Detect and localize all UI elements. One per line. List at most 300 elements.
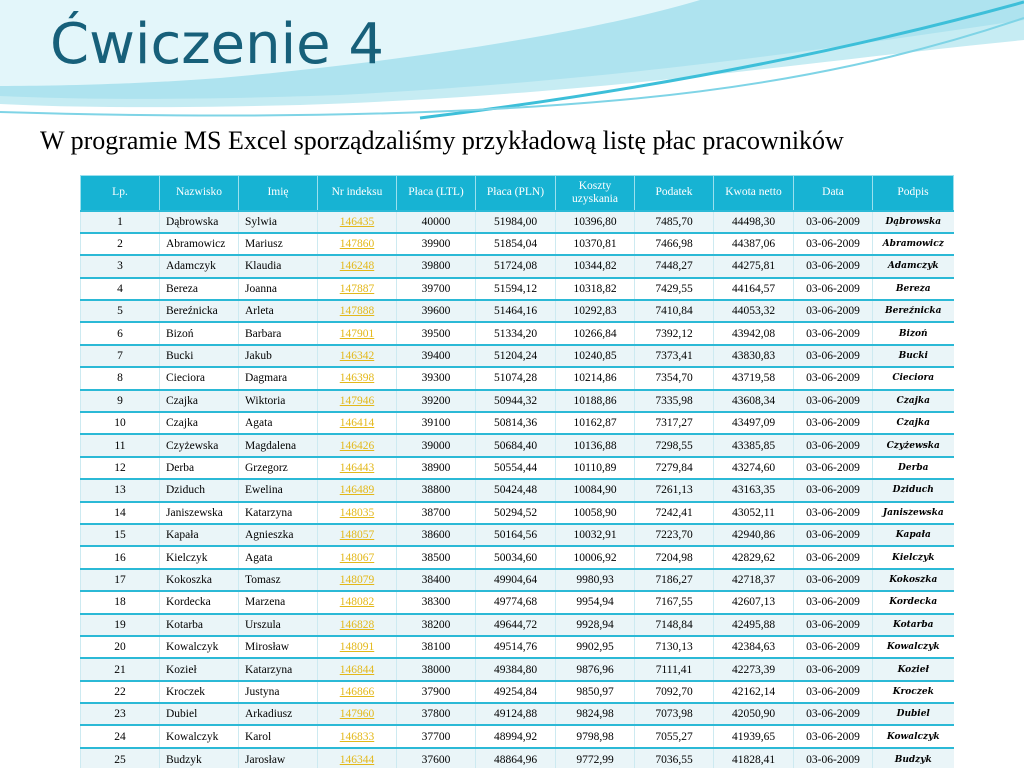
tax-cell: 7148,84 xyxy=(635,614,714,636)
tax-cell: 7055,27 xyxy=(635,725,714,747)
last-name-cell: Kokoszka xyxy=(160,569,239,591)
first-name-cell: Sylwia xyxy=(239,211,318,233)
net-amount-cell: 44498,30 xyxy=(714,211,794,233)
salary-ltl-cell: 39300 xyxy=(397,367,476,389)
first-name-cell: Wiktoria xyxy=(239,390,318,412)
date-cell: 03-06-2009 xyxy=(794,546,873,568)
payroll-table-container xyxy=(80,175,953,768)
signature-cell: Adamczyk xyxy=(873,255,954,277)
last-name-cell: Dziduch xyxy=(160,479,239,501)
salary-ltl-cell: 39000 xyxy=(397,434,476,456)
table-row xyxy=(81,233,954,255)
last-name-cell: Kotarba xyxy=(160,614,239,636)
costs-cell: 9954,94 xyxy=(556,591,635,613)
salary-pln-cell: 49254,84 xyxy=(476,681,556,703)
net-amount-cell: 42718,37 xyxy=(714,569,794,591)
tax-cell: 7092,70 xyxy=(635,681,714,703)
column-header: Płaca (PLN) xyxy=(476,176,556,211)
tax-cell: 7167,55 xyxy=(635,591,714,613)
net-amount-cell: 42273,39 xyxy=(714,658,794,680)
net-amount-cell: 43385,85 xyxy=(714,434,794,456)
index-number-cell[interactable]: 146248 xyxy=(318,255,397,277)
last-name-cell: Janiszewska xyxy=(160,502,239,524)
net-amount-cell: 43830,83 xyxy=(714,345,794,367)
column-header: Nr indeksu xyxy=(318,176,397,211)
row-number-cell: 17 xyxy=(81,569,160,591)
date-cell: 03-06-2009 xyxy=(794,434,873,456)
date-cell: 03-06-2009 xyxy=(794,703,873,725)
salary-ltl-cell: 40000 xyxy=(397,211,476,233)
first-name-cell: Arleta xyxy=(239,300,318,322)
costs-cell: 10370,81 xyxy=(556,233,635,255)
last-name-cell: Cieciora xyxy=(160,367,239,389)
last-name-cell: Bucki xyxy=(160,345,239,367)
table-row xyxy=(81,524,954,546)
salary-pln-cell: 50944,32 xyxy=(476,390,556,412)
salary-ltl-cell: 39400 xyxy=(397,345,476,367)
row-number-cell: 11 xyxy=(81,434,160,456)
index-number-cell[interactable]: 146443 xyxy=(318,457,397,479)
table-body xyxy=(81,211,954,768)
index-number-cell[interactable]: 147960 xyxy=(318,703,397,725)
column-header: Imię xyxy=(239,176,318,211)
costs-cell: 10396,80 xyxy=(556,211,635,233)
table-row xyxy=(81,345,954,367)
last-name-cell: Kowalczyk xyxy=(160,725,239,747)
last-name-cell: Czyżewska xyxy=(160,434,239,456)
row-number-cell: 13 xyxy=(81,479,160,501)
tax-cell: 7073,98 xyxy=(635,703,714,725)
index-number-cell[interactable]: 146844 xyxy=(318,658,397,680)
net-amount-cell: 42495,88 xyxy=(714,614,794,636)
last-name-cell: Bereza xyxy=(160,278,239,300)
date-cell: 03-06-2009 xyxy=(794,614,873,636)
row-number-cell: 12 xyxy=(81,457,160,479)
row-number-cell: 1 xyxy=(81,211,160,233)
row-number-cell: 22 xyxy=(81,681,160,703)
salary-pln-cell: 51594,12 xyxy=(476,278,556,300)
salary-pln-cell: 49774,68 xyxy=(476,591,556,613)
table-row xyxy=(81,434,954,456)
first-name-cell: Katarzyna xyxy=(239,658,318,680)
date-cell: 03-06-2009 xyxy=(794,300,873,322)
net-amount-cell: 42829,62 xyxy=(714,546,794,568)
salary-pln-cell: 51984,00 xyxy=(476,211,556,233)
date-cell: 03-06-2009 xyxy=(794,636,873,658)
date-cell: 03-06-2009 xyxy=(794,502,873,524)
costs-cell: 9798,98 xyxy=(556,725,635,747)
costs-cell: 10058,90 xyxy=(556,502,635,524)
salary-pln-cell: 50554,44 xyxy=(476,457,556,479)
table-row xyxy=(81,636,954,658)
net-amount-cell: 43942,08 xyxy=(714,322,794,344)
first-name-cell: Dagmara xyxy=(239,367,318,389)
signature-cell: Janiszewska xyxy=(873,502,954,524)
salary-ltl-cell: 38700 xyxy=(397,502,476,524)
table-row xyxy=(81,614,954,636)
index-number-cell[interactable]: 146342 xyxy=(318,345,397,367)
last-name-cell: Kielczyk xyxy=(160,546,239,568)
salary-pln-cell: 49514,76 xyxy=(476,636,556,658)
index-number-cell[interactable]: 146828 xyxy=(318,614,397,636)
signature-cell: Kapała xyxy=(873,524,954,546)
costs-cell: 9928,94 xyxy=(556,614,635,636)
column-header: Koszty uzyskania xyxy=(556,176,635,211)
row-number-cell: 6 xyxy=(81,322,160,344)
costs-cell: 10084,90 xyxy=(556,479,635,501)
salary-ltl-cell: 38800 xyxy=(397,479,476,501)
net-amount-cell: 41828,41 xyxy=(714,748,794,768)
date-cell: 03-06-2009 xyxy=(794,658,873,680)
signature-cell: Kozieł xyxy=(873,658,954,680)
tax-cell: 7204,98 xyxy=(635,546,714,568)
costs-cell: 10032,91 xyxy=(556,524,635,546)
first-name-cell: Arkadiusz xyxy=(239,703,318,725)
table-row xyxy=(81,367,954,389)
salary-ltl-cell: 38200 xyxy=(397,614,476,636)
signature-cell: Bizoń xyxy=(873,322,954,344)
index-number-cell[interactable]: 147888 xyxy=(318,300,397,322)
tax-cell: 7223,70 xyxy=(635,524,714,546)
salary-ltl-cell: 38900 xyxy=(397,457,476,479)
salary-pln-cell: 50294,52 xyxy=(476,502,556,524)
signature-cell: Bucki xyxy=(873,345,954,367)
net-amount-cell: 43052,11 xyxy=(714,502,794,524)
salary-pln-cell: 50814,36 xyxy=(476,412,556,434)
signature-cell: Kowalczyk xyxy=(873,636,954,658)
salary-ltl-cell: 38500 xyxy=(397,546,476,568)
salary-ltl-cell: 38300 xyxy=(397,591,476,613)
first-name-cell: Agata xyxy=(239,412,318,434)
date-cell: 03-06-2009 xyxy=(794,367,873,389)
costs-cell: 9772,99 xyxy=(556,748,635,768)
first-name-cell: Jakub xyxy=(239,345,318,367)
index-number-cell[interactable]: 148082 xyxy=(318,591,397,613)
tax-cell: 7317,27 xyxy=(635,412,714,434)
row-number-cell: 9 xyxy=(81,390,160,412)
tax-cell: 7279,84 xyxy=(635,457,714,479)
salary-ltl-cell: 39500 xyxy=(397,322,476,344)
net-amount-cell: 44053,32 xyxy=(714,300,794,322)
row-number-cell: 18 xyxy=(81,591,160,613)
tax-cell: 7354,70 xyxy=(635,367,714,389)
column-header: Kwota netto xyxy=(714,176,794,211)
table-row xyxy=(81,255,954,277)
signature-cell: Bereza xyxy=(873,278,954,300)
date-cell: 03-06-2009 xyxy=(794,748,873,768)
signature-cell: Derba xyxy=(873,457,954,479)
row-number-cell: 25 xyxy=(81,748,160,768)
index-number-cell[interactable]: 148091 xyxy=(318,636,397,658)
signature-cell: Dubiel xyxy=(873,703,954,725)
first-name-cell: Mirosław xyxy=(239,636,318,658)
salary-ltl-cell: 39200 xyxy=(397,390,476,412)
date-cell: 03-06-2009 xyxy=(794,255,873,277)
date-cell: 03-06-2009 xyxy=(794,725,873,747)
table-row xyxy=(81,412,954,434)
row-number-cell: 16 xyxy=(81,546,160,568)
last-name-cell: Dąbrowska xyxy=(160,211,239,233)
row-number-cell: 23 xyxy=(81,703,160,725)
date-cell: 03-06-2009 xyxy=(794,211,873,233)
salary-ltl-cell: 37700 xyxy=(397,725,476,747)
first-name-cell: Ewelina xyxy=(239,479,318,501)
column-header: Podatek xyxy=(635,176,714,211)
signature-cell: Cieciora xyxy=(873,367,954,389)
salary-ltl-cell: 39700 xyxy=(397,278,476,300)
tax-cell: 7373,41 xyxy=(635,345,714,367)
index-number-cell[interactable]: 146426 xyxy=(318,434,397,456)
salary-pln-cell: 51204,24 xyxy=(476,345,556,367)
costs-cell: 10292,83 xyxy=(556,300,635,322)
salary-pln-cell: 48994,92 xyxy=(476,725,556,747)
tax-cell: 7298,55 xyxy=(635,434,714,456)
index-number-cell[interactable]: 146398 xyxy=(318,367,397,389)
salary-ltl-cell: 38400 xyxy=(397,569,476,591)
column-header: Nazwisko xyxy=(160,176,239,211)
slide-title: Ćwiczenie 4 xyxy=(50,12,385,77)
date-cell: 03-06-2009 xyxy=(794,345,873,367)
index-number-cell[interactable]: 148067 xyxy=(318,546,397,568)
table-row xyxy=(81,390,954,412)
signature-cell: Czajka xyxy=(873,390,954,412)
last-name-cell: Kozieł xyxy=(160,658,239,680)
signature-cell: Kordecka xyxy=(873,591,954,613)
table-row xyxy=(81,681,954,703)
last-name-cell: Bizoń xyxy=(160,322,239,344)
tax-cell: 7261,13 xyxy=(635,479,714,501)
row-number-cell: 20 xyxy=(81,636,160,658)
signature-cell: Bereźnicka xyxy=(873,300,954,322)
last-name-cell: Kapała xyxy=(160,524,239,546)
table-row xyxy=(81,658,954,680)
index-number-cell[interactable]: 147887 xyxy=(318,278,397,300)
costs-cell: 10344,82 xyxy=(556,255,635,277)
index-number-cell[interactable]: 147946 xyxy=(318,390,397,412)
last-name-cell: Czajka xyxy=(160,390,239,412)
tax-cell: 7111,41 xyxy=(635,658,714,680)
column-header: Podpis xyxy=(873,176,954,211)
tax-cell: 7466,98 xyxy=(635,233,714,255)
signature-cell: Kotarba xyxy=(873,614,954,636)
net-amount-cell: 43497,09 xyxy=(714,412,794,434)
date-cell: 03-06-2009 xyxy=(794,524,873,546)
costs-cell: 10188,86 xyxy=(556,390,635,412)
last-name-cell: Dubiel xyxy=(160,703,239,725)
tax-cell: 7392,12 xyxy=(635,322,714,344)
salary-ltl-cell: 37800 xyxy=(397,703,476,725)
net-amount-cell: 44164,57 xyxy=(714,278,794,300)
net-amount-cell: 43274,60 xyxy=(714,457,794,479)
salary-ltl-cell: 38600 xyxy=(397,524,476,546)
net-amount-cell: 42940,86 xyxy=(714,524,794,546)
table-row xyxy=(81,211,954,233)
costs-cell: 10318,82 xyxy=(556,278,635,300)
first-name-cell: Tomasz xyxy=(239,569,318,591)
index-number-cell[interactable]: 146489 xyxy=(318,479,397,501)
net-amount-cell: 44275,81 xyxy=(714,255,794,277)
net-amount-cell: 42050,90 xyxy=(714,703,794,725)
row-number-cell: 8 xyxy=(81,367,160,389)
first-name-cell: Mariusz xyxy=(239,233,318,255)
date-cell: 03-06-2009 xyxy=(794,457,873,479)
index-number-cell[interactable]: 146344 xyxy=(318,748,397,768)
first-name-cell: Katarzyna xyxy=(239,502,318,524)
last-name-cell: Kordecka xyxy=(160,591,239,613)
tax-cell: 7448,27 xyxy=(635,255,714,277)
salary-pln-cell: 51724,08 xyxy=(476,255,556,277)
signature-cell: Czajka xyxy=(873,412,954,434)
index-number-cell[interactable]: 146414 xyxy=(318,412,397,434)
signature-cell: Kowalczyk xyxy=(873,725,954,747)
salary-pln-cell: 51464,16 xyxy=(476,300,556,322)
costs-cell: 10136,88 xyxy=(556,434,635,456)
tax-cell: 7186,27 xyxy=(635,569,714,591)
date-cell: 03-06-2009 xyxy=(794,591,873,613)
salary-ltl-cell: 39600 xyxy=(397,300,476,322)
salary-pln-cell: 48864,96 xyxy=(476,748,556,768)
salary-ltl-cell: 38100 xyxy=(397,636,476,658)
row-number-cell: 21 xyxy=(81,658,160,680)
index-number-cell[interactable]: 148035 xyxy=(318,502,397,524)
salary-pln-cell: 50034,60 xyxy=(476,546,556,568)
date-cell: 03-06-2009 xyxy=(794,569,873,591)
column-header: Data xyxy=(794,176,873,211)
row-number-cell: 3 xyxy=(81,255,160,277)
costs-cell: 9850,97 xyxy=(556,681,635,703)
salary-pln-cell: 51074,28 xyxy=(476,367,556,389)
last-name-cell: Derba xyxy=(160,457,239,479)
tax-cell: 7130,13 xyxy=(635,636,714,658)
net-amount-cell: 41939,65 xyxy=(714,725,794,747)
tax-cell: 7429,55 xyxy=(635,278,714,300)
tax-cell: 7036,55 xyxy=(635,748,714,768)
net-amount-cell: 42384,63 xyxy=(714,636,794,658)
row-number-cell: 24 xyxy=(81,725,160,747)
row-number-cell: 19 xyxy=(81,614,160,636)
costs-cell: 10162,87 xyxy=(556,412,635,434)
first-name-cell: Jarosław xyxy=(239,748,318,768)
first-name-cell: Grzegorz xyxy=(239,457,318,479)
index-number-cell[interactable]: 147901 xyxy=(318,322,397,344)
table-row xyxy=(81,322,954,344)
signature-cell: Kokoszka xyxy=(873,569,954,591)
signature-cell: Abramowicz xyxy=(873,233,954,255)
first-name-cell: Justyna xyxy=(239,681,318,703)
index-number-cell[interactable]: 147860 xyxy=(318,233,397,255)
column-header: Płaca (LTL) xyxy=(397,176,476,211)
date-cell: 03-06-2009 xyxy=(794,412,873,434)
table-row xyxy=(81,278,954,300)
table-row xyxy=(81,748,954,768)
costs-cell: 10214,86 xyxy=(556,367,635,389)
salary-pln-cell: 49904,64 xyxy=(476,569,556,591)
row-number-cell: 10 xyxy=(81,412,160,434)
costs-cell: 9980,93 xyxy=(556,569,635,591)
first-name-cell: Barbara xyxy=(239,322,318,344)
first-name-cell: Agnieszka xyxy=(239,524,318,546)
table-row xyxy=(81,703,954,725)
salary-pln-cell: 49124,88 xyxy=(476,703,556,725)
tax-cell: 7242,41 xyxy=(635,502,714,524)
table-header-row xyxy=(81,176,954,211)
net-amount-cell: 43163,35 xyxy=(714,479,794,501)
signature-cell: Kielczyk xyxy=(873,546,954,568)
table-row xyxy=(81,546,954,568)
date-cell: 03-06-2009 xyxy=(794,479,873,501)
table-row xyxy=(81,300,954,322)
date-cell: 03-06-2009 xyxy=(794,681,873,703)
table-row xyxy=(81,725,954,747)
index-number-cell[interactable]: 146866 xyxy=(318,681,397,703)
net-amount-cell: 43719,58 xyxy=(714,367,794,389)
first-name-cell: Agata xyxy=(239,546,318,568)
table-row xyxy=(81,457,954,479)
salary-ltl-cell: 37900 xyxy=(397,681,476,703)
date-cell: 03-06-2009 xyxy=(794,233,873,255)
costs-cell: 10110,89 xyxy=(556,457,635,479)
row-number-cell: 15 xyxy=(81,524,160,546)
salary-pln-cell: 49384,80 xyxy=(476,658,556,680)
signature-cell: Dziduch xyxy=(873,479,954,501)
salary-ltl-cell: 39800 xyxy=(397,255,476,277)
row-number-cell: 7 xyxy=(81,345,160,367)
row-number-cell: 5 xyxy=(81,300,160,322)
index-number-cell[interactable]: 146435 xyxy=(318,211,397,233)
costs-cell: 9876,96 xyxy=(556,658,635,680)
costs-cell: 10240,85 xyxy=(556,345,635,367)
date-cell: 03-06-2009 xyxy=(794,390,873,412)
last-name-cell: Kowalczyk xyxy=(160,636,239,658)
salary-pln-cell: 51854,04 xyxy=(476,233,556,255)
salary-ltl-cell: 39100 xyxy=(397,412,476,434)
last-name-cell: Czajka xyxy=(160,412,239,434)
tax-cell: 7335,98 xyxy=(635,390,714,412)
last-name-cell: Bereźnicka xyxy=(160,300,239,322)
salary-ltl-cell: 39900 xyxy=(397,233,476,255)
tax-cell: 7485,70 xyxy=(635,211,714,233)
row-number-cell: 14 xyxy=(81,502,160,524)
first-name-cell: Urszula xyxy=(239,614,318,636)
salary-ltl-cell: 37600 xyxy=(397,748,476,768)
salary-pln-cell: 49644,72 xyxy=(476,614,556,636)
signature-cell: Dąbrowska xyxy=(873,211,954,233)
index-number-cell[interactable]: 148057 xyxy=(318,524,397,546)
index-number-cell[interactable]: 148079 xyxy=(318,569,397,591)
first-name-cell: Marzena xyxy=(239,591,318,613)
first-name-cell: Joanna xyxy=(239,278,318,300)
first-name-cell: Karol xyxy=(239,725,318,747)
signature-cell: Kroczek xyxy=(873,681,954,703)
payroll-table xyxy=(80,175,954,768)
table-row xyxy=(81,479,954,501)
row-number-cell: 2 xyxy=(81,233,160,255)
last-name-cell: Budzyk xyxy=(160,748,239,768)
net-amount-cell: 42607,13 xyxy=(714,591,794,613)
table-row xyxy=(81,591,954,613)
index-number-cell[interactable]: 146833 xyxy=(318,725,397,747)
column-header: Lp. xyxy=(81,176,160,211)
net-amount-cell: 44387,06 xyxy=(714,233,794,255)
last-name-cell: Adamczyk xyxy=(160,255,239,277)
salary-pln-cell: 50424,48 xyxy=(476,479,556,501)
table-row xyxy=(81,502,954,524)
costs-cell: 9824,98 xyxy=(556,703,635,725)
salary-pln-cell: 50164,56 xyxy=(476,524,556,546)
salary-pln-cell: 51334,20 xyxy=(476,322,556,344)
table-row xyxy=(81,569,954,591)
net-amount-cell: 43608,34 xyxy=(714,390,794,412)
